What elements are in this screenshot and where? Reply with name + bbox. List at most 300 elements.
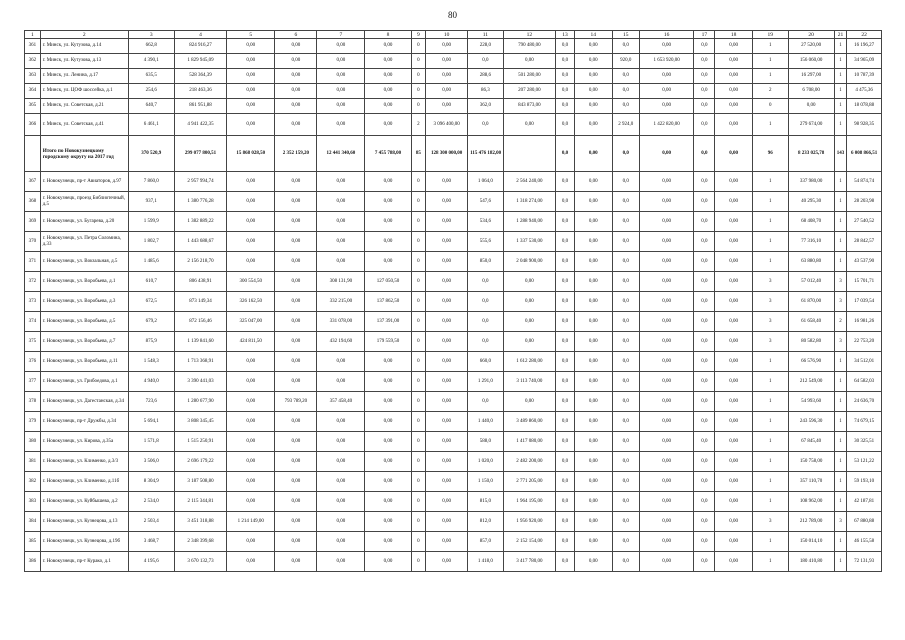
table-cell xyxy=(25,136,41,172)
table-cell: 212 789,00 xyxy=(788,512,834,532)
table-cell: 0,00 xyxy=(503,114,555,136)
page-number: 80 xyxy=(448,10,457,20)
table-cell: 0,00 xyxy=(639,136,693,172)
table-cell: 2 115 344,81 xyxy=(174,492,226,512)
table-cell: 2 xyxy=(834,312,847,332)
table-cell: 0,00 xyxy=(426,432,468,452)
table-cell: 0,00 xyxy=(715,136,753,172)
table-cell: 0,00 xyxy=(275,54,317,69)
table-cell: 1 xyxy=(753,432,789,452)
table-cell: 0,00 xyxy=(715,532,753,552)
table-cell: 0,00 xyxy=(574,532,612,552)
table-cell: 0 xyxy=(411,172,426,192)
column-header: 19 xyxy=(753,31,789,39)
table-cell: 384 xyxy=(25,512,41,532)
table-cell: 2 352 159,20 xyxy=(275,136,317,172)
table-cell: 0,00 xyxy=(639,432,693,452)
table-cell: 0,0 xyxy=(694,99,715,114)
table-cell: 22 753,20 xyxy=(847,332,882,352)
table-cell: 0,00 xyxy=(365,69,411,84)
table-cell: 1 xyxy=(834,212,847,232)
table-cell: 0,00 xyxy=(365,232,411,252)
table-cell: 0,00 xyxy=(317,472,365,492)
table-cell: 1 280 677,90 xyxy=(174,392,226,412)
table-cell: 0,00 xyxy=(574,332,612,352)
table-cell: 3 xyxy=(834,332,847,352)
table-cell: 4 390,1 xyxy=(128,54,174,69)
table-cell: г. Новокузнецк, ул. Куйбышева, д.2 xyxy=(40,492,128,512)
table-cell: 0,0 xyxy=(556,372,575,392)
table-cell: 0,00 xyxy=(426,212,468,232)
table-cell: 0,00 xyxy=(574,492,612,512)
table-cell: 0,0 xyxy=(556,212,575,232)
table-cell: 2 152 154,00 xyxy=(503,532,555,552)
table-cell: 824 916,27 xyxy=(174,39,226,54)
table-cell: 0,00 xyxy=(574,272,612,292)
table-cell: 0,00 xyxy=(426,272,468,292)
table-cell: 137 391,00 xyxy=(365,312,411,332)
table-cell: 0,0 xyxy=(694,54,715,69)
table-cell: г. Новокузнецк, ул. Клименко, д.3/3 xyxy=(40,452,128,472)
table-cell: 1 515 250,91 xyxy=(174,432,226,452)
table-cell: 0,00 xyxy=(227,172,275,192)
table-row xyxy=(25,192,882,212)
table-cell: 0,00 xyxy=(365,352,411,372)
table-cell: 0,00 xyxy=(317,432,365,452)
table-cell: 0,00 xyxy=(227,492,275,512)
table-cell: 370 520,9 xyxy=(128,136,174,172)
table-cell: 0,00 xyxy=(275,172,317,192)
table-cell: 24 636,70 xyxy=(847,392,882,412)
table-cell: 0,00 xyxy=(365,192,411,212)
table-cell: 1 337 530,00 xyxy=(503,232,555,252)
table-cell: 0,00 xyxy=(227,432,275,452)
table-cell: г. Новокузнецк, ул. Кузнецова, д.13 xyxy=(40,512,128,532)
table-cell: 0,00 xyxy=(639,69,693,84)
table-cell: 300 554,50 xyxy=(227,272,275,292)
table-cell: 0,00 xyxy=(275,432,317,452)
table-cell: 0,00 xyxy=(715,292,753,312)
column-header: 13 xyxy=(556,31,575,39)
table-cell: 0,0 xyxy=(468,114,504,136)
table-cell: 0,00 xyxy=(426,552,468,572)
table-cell: 6 461,1 xyxy=(128,114,174,136)
table-cell: 1 xyxy=(834,432,847,452)
table-cell: 1 xyxy=(834,412,847,432)
table-cell: 0 xyxy=(411,192,426,212)
table-cell: 0,0 xyxy=(556,192,575,212)
table-cell: 1 485,6 xyxy=(128,252,174,272)
table-cell: 0,00 xyxy=(574,452,612,472)
table-cell: 1 422 820,00 xyxy=(639,114,693,136)
table-row xyxy=(25,84,882,99)
table-row xyxy=(25,372,882,392)
table-cell: 873 149,34 xyxy=(174,292,226,312)
table-cell: 0,00 xyxy=(574,114,612,136)
table-cell: 0,0 xyxy=(468,332,504,352)
table-cell: 662,8 xyxy=(128,39,174,54)
table-cell: 367 xyxy=(25,172,41,192)
table-cell: 0 xyxy=(411,352,426,372)
table-cell: 0,00 xyxy=(317,412,365,432)
table-cell: г. Новокузнецк, проезд Библиотечный, д.5 xyxy=(40,192,128,212)
table-cell: 0,00 xyxy=(365,412,411,432)
header-row xyxy=(25,31,882,39)
table-cell: 937,1 xyxy=(128,192,174,212)
table-cell: 0,0 xyxy=(694,512,715,532)
column-header: 17 xyxy=(694,31,715,39)
table-cell: г. Новокузнецк, пр-т Авиаторов, д.97 xyxy=(40,172,128,192)
table-cell: 4 940,0 xyxy=(128,372,174,392)
table-cell: 0,0 xyxy=(612,232,639,252)
column-header: 7 xyxy=(317,31,365,39)
table-cell: 0,00 xyxy=(574,192,612,212)
table-cell: 0,0 xyxy=(612,39,639,54)
table-cell: 424 811,50 xyxy=(227,332,275,352)
table-cell: 0,0 xyxy=(556,332,575,352)
table-cell: 3 468,7 xyxy=(128,532,174,552)
table-cell: 0 xyxy=(411,252,426,272)
table-row xyxy=(25,332,882,352)
table-cell: 4 475,36 xyxy=(847,84,882,99)
table-cell: 1 418,0 xyxy=(468,552,504,572)
table-cell: 0,0 xyxy=(694,552,715,572)
table-cell: 8 233 025,78 xyxy=(788,136,834,172)
table-cell: 0,00 xyxy=(426,99,468,114)
table-cell: 872 156,46 xyxy=(174,312,226,332)
table-cell: 3 506,0 xyxy=(128,452,174,472)
table-cell: 0,00 xyxy=(317,532,365,552)
table-cell: г. Новокузнецк, ул. Воробьева, д.1 xyxy=(40,272,128,292)
table-cell: 0,00 xyxy=(227,552,275,572)
table-cell: 0,00 xyxy=(574,172,612,192)
table-cell: 0 xyxy=(411,39,426,54)
table-cell: 588,0 xyxy=(468,432,504,452)
table-cell: 16 297,00 xyxy=(788,69,834,84)
table-cell: 0,0 xyxy=(556,492,575,512)
table-row xyxy=(25,552,882,572)
table-cell: 68 408,70 xyxy=(788,212,834,232)
table-cell: 1 xyxy=(753,192,789,212)
table-cell: 0,0 xyxy=(556,512,575,532)
table-cell: 0,00 xyxy=(715,352,753,372)
table-cell: 326 162,50 xyxy=(227,292,275,312)
table-cell: 3 390 441,03 xyxy=(174,372,226,392)
table-cell: 1 653 920,00 xyxy=(639,54,693,69)
table-cell: 0,00 xyxy=(715,84,753,99)
table-cell: 1 713 368,91 xyxy=(174,352,226,372)
table-cell: 679,2 xyxy=(128,312,174,332)
table-row xyxy=(25,212,882,232)
table-cell: 1 214 149,00 xyxy=(227,512,275,532)
table-cell: 3 xyxy=(753,332,789,352)
table-row xyxy=(25,492,882,512)
table-cell: 0,00 xyxy=(639,292,693,312)
table-cell: 1 964 195,00 xyxy=(503,492,555,512)
table-cell: 362 xyxy=(25,54,41,69)
table-cell: 0,00 xyxy=(317,512,365,532)
table-cell: 0,00 xyxy=(275,312,317,332)
column-header: 21 xyxy=(834,31,847,39)
table-cell: 2 xyxy=(753,84,789,99)
table-cell: 15 701,71 xyxy=(847,272,882,292)
table-cell: 0,0 xyxy=(468,292,504,312)
table-cell: 1 xyxy=(834,114,847,136)
table-cell: 1 xyxy=(753,39,789,54)
table-cell: 0,00 xyxy=(574,432,612,452)
table-cell: 7 455 788,00 xyxy=(365,136,411,172)
table-cell: 0,0 xyxy=(612,99,639,114)
table-cell: 128 300 000,00 xyxy=(426,136,468,172)
table-cell: 0,00 xyxy=(227,54,275,69)
table-cell: 1 xyxy=(753,552,789,572)
table-cell: 1 xyxy=(834,69,847,84)
table-cell: 361 xyxy=(25,39,41,54)
table-cell: 0,00 xyxy=(426,292,468,312)
table-cell: 0,0 xyxy=(694,372,715,392)
table-cell: 3 113 740,00 xyxy=(503,372,555,392)
table-cell: 0,00 xyxy=(227,232,275,252)
table-cell: 1 064,0 xyxy=(468,172,504,192)
table-cell: 0,00 xyxy=(227,412,275,432)
column-header: 2 xyxy=(40,31,128,39)
table-cell: 1 xyxy=(753,69,789,84)
table-cell: 3 451 318,88 xyxy=(174,512,226,532)
table-cell: 0,00 xyxy=(426,372,468,392)
table-cell: 0,0 xyxy=(694,472,715,492)
table-cell: 1 380 776,28 xyxy=(174,192,226,212)
table-cell: 0,0 xyxy=(556,432,575,452)
table-cell: 0,0 xyxy=(612,552,639,572)
table-cell: 0,0 xyxy=(612,69,639,84)
table-cell: 0 xyxy=(411,492,426,512)
table-cell: 0,00 xyxy=(227,69,275,84)
table-cell: г. Минск, ул. Кутузова, д.14 xyxy=(40,39,128,54)
table-cell: 0 xyxy=(411,292,426,312)
table-cell: 0,00 xyxy=(227,352,275,372)
table-cell: 331 078,00 xyxy=(317,312,365,332)
table-cell: 0,0 xyxy=(694,412,715,432)
table-cell: 1 291,0 xyxy=(468,372,504,392)
table-cell: 0,00 xyxy=(639,84,693,99)
table-cell: 0,00 xyxy=(574,99,612,114)
table-cell: 218 463,36 xyxy=(174,84,226,99)
table-cell: 0,00 xyxy=(426,252,468,272)
table-cell: 0,00 xyxy=(365,512,411,532)
table-cell: 0,00 xyxy=(275,39,317,54)
table-cell: 1 288 940,00 xyxy=(503,212,555,232)
table-cell: 5 694,1 xyxy=(128,412,174,432)
table-cell: 0,0 xyxy=(612,172,639,192)
table-cell: 0,0 xyxy=(694,172,715,192)
table-cell: 4 941 422,35 xyxy=(174,114,226,136)
table-cell: 30 325,51 xyxy=(847,432,882,452)
table-cell: 0,00 xyxy=(715,332,753,352)
table-cell: 0,00 xyxy=(275,232,317,252)
table-cell: 0,0 xyxy=(468,54,504,69)
table-cell: 64 582,03 xyxy=(847,372,882,392)
table-cell: 0,00 xyxy=(317,492,365,512)
table-cell: Итого по Новокузнецкому городскому округу на 2017 год xyxy=(40,136,128,172)
column-header: 22 xyxy=(847,31,882,39)
table-cell: 0,0 xyxy=(556,392,575,412)
table-cell: 0,0 xyxy=(694,532,715,552)
table-cell: 0,00 xyxy=(715,192,753,212)
table-cell: 1 xyxy=(834,192,847,212)
table-cell: 1 612 280,00 xyxy=(503,352,555,372)
table-cell: 0,00 xyxy=(639,452,693,472)
table-cell: 534,6 xyxy=(468,212,504,232)
table-cell: 0,00 xyxy=(227,84,275,99)
table-cell: 0,00 xyxy=(574,292,612,312)
table-cell: 0,00 xyxy=(574,136,612,172)
table-cell: г. Новокузнецк, пр-т Дружбы, д.34 xyxy=(40,412,128,432)
table-cell: 0,00 xyxy=(317,372,365,392)
table-cell: 375 xyxy=(25,332,41,352)
table-cell: 42 187,81 xyxy=(847,492,882,512)
table-row xyxy=(25,172,882,192)
table-cell: 0 xyxy=(411,552,426,572)
table-cell: 15 868 028,50 xyxy=(227,136,275,172)
table-cell: 0,00 xyxy=(365,212,411,232)
table-cell: 0,00 xyxy=(275,352,317,372)
table-cell: 0,00 xyxy=(426,232,468,252)
table-cell: 3 xyxy=(834,292,847,312)
table-cell: 0,00 xyxy=(275,212,317,232)
table-cell: 0,00 xyxy=(275,99,317,114)
table-cell: 150 758,00 xyxy=(788,452,834,472)
table-cell: 0,00 xyxy=(639,332,693,352)
table-cell: 2 771 205,00 xyxy=(503,472,555,492)
table-cell: 1 599,9 xyxy=(128,212,174,232)
table-cell: 0,0 xyxy=(556,54,575,69)
table-cell: 0,00 xyxy=(715,452,753,472)
table-cell: 3 808 345,45 xyxy=(174,412,226,432)
table-cell: 1 xyxy=(834,492,847,512)
table-cell: 0 xyxy=(411,232,426,252)
table-cell: г. Новокузнецк, ул. Дагестанская, д.34 xyxy=(40,392,128,412)
table-row xyxy=(25,532,882,552)
table-cell: 0 xyxy=(411,432,426,452)
table-cell: 0,0 xyxy=(468,272,504,292)
table-cell: 1 xyxy=(834,352,847,372)
table-cell: 1 xyxy=(753,472,789,492)
table-cell: 0,00 xyxy=(574,372,612,392)
column-header: 18 xyxy=(715,31,753,39)
table-cell: 1 xyxy=(753,492,789,512)
table-cell: 0 xyxy=(753,99,789,114)
table-cell: 0,00 xyxy=(574,54,612,69)
table-cell: 0,00 xyxy=(426,54,468,69)
column-header: 12 xyxy=(503,31,555,39)
table-cell: 0,00 xyxy=(275,372,317,392)
table-cell: 0,00 xyxy=(227,114,275,136)
table-cell: 0 xyxy=(411,54,426,69)
table-cell: 243 596,30 xyxy=(788,412,834,432)
table-cell: 0,00 xyxy=(574,39,612,54)
table-cell: 0,0 xyxy=(612,332,639,352)
table-row xyxy=(25,99,882,114)
table-cell: 0,00 xyxy=(365,172,411,192)
table-cell: 0,00 xyxy=(715,39,753,54)
table-cell: 28 203,98 xyxy=(847,192,882,212)
table-cell: 0,00 xyxy=(275,69,317,84)
table-cell: 17 039,54 xyxy=(847,292,882,312)
table-cell: 1 xyxy=(834,392,847,412)
table-cell: 61 658,40 xyxy=(788,312,834,332)
table-cell: 0,0 xyxy=(694,452,715,472)
table-cell: 1 382 889,22 xyxy=(174,212,226,232)
table-cell: 0,00 xyxy=(317,232,365,252)
table-cell: 0,00 xyxy=(317,54,365,69)
table-cell: 0,00 xyxy=(317,212,365,232)
table-cell: 0,00 xyxy=(426,84,468,99)
table-cell: 1 020,0 xyxy=(468,452,504,472)
table-cell: 0,00 xyxy=(275,512,317,532)
table-cell: 0,0 xyxy=(694,272,715,292)
table-cell: 0,00 xyxy=(275,412,317,432)
table-cell: 18 078,88 xyxy=(847,99,882,114)
table-cell: 27 540,52 xyxy=(847,212,882,232)
table-cell: 0,00 xyxy=(426,352,468,372)
table-cell: 0 xyxy=(411,472,426,492)
table-cell: 0,00 xyxy=(365,492,411,512)
table-cell: 0,00 xyxy=(639,412,693,432)
table-cell: 1 xyxy=(753,352,789,372)
table-cell: 1 xyxy=(753,412,789,432)
table-cell: 332 215,00 xyxy=(317,292,365,312)
table-cell: 371 xyxy=(25,252,41,272)
table-cell: 0,0 xyxy=(694,212,715,232)
column-header: 11 xyxy=(468,31,504,39)
table-cell: 3 xyxy=(753,512,789,532)
table-cell: 1 548,3 xyxy=(128,352,174,372)
table-cell: 0,00 xyxy=(503,292,555,312)
table-cell: 207 280,00 xyxy=(503,84,555,99)
table-cell: 8 304,9 xyxy=(128,472,174,492)
table-cell: 0,00 xyxy=(574,232,612,252)
table-cell: 1 xyxy=(834,39,847,54)
table-cell: 1 417 080,00 xyxy=(503,432,555,452)
table-cell: 0,00 xyxy=(715,312,753,332)
table-row xyxy=(25,292,882,312)
table-cell: 3 489 860,00 xyxy=(503,412,555,432)
table-cell: 0,00 xyxy=(275,114,317,136)
table-cell: 0,00 xyxy=(317,84,365,99)
table-cell: 0,00 xyxy=(574,472,612,492)
table-cell: 0,00 xyxy=(715,512,753,532)
table-cell: 288,6 xyxy=(468,69,504,84)
table-cell: 0,0 xyxy=(694,392,715,412)
table-cell: 0,00 xyxy=(639,372,693,392)
table-cell: 378 xyxy=(25,392,41,412)
table-cell: 0 xyxy=(411,372,426,392)
table-cell: г. Минск, ул. Ленина, д.17 xyxy=(40,69,128,84)
column-header: 14 xyxy=(574,31,612,39)
table-cell: 1 xyxy=(753,392,789,412)
table-cell: 0,00 xyxy=(639,512,693,532)
table-cell: 0,0 xyxy=(694,136,715,172)
table-cell: 3 xyxy=(753,292,789,312)
table-cell: 0,0 xyxy=(694,84,715,99)
table-cell: 0,00 xyxy=(317,452,365,472)
table-cell: 0,0 xyxy=(556,552,575,572)
table-cell: 4 195,6 xyxy=(128,552,174,572)
table-cell: 672,5 xyxy=(128,292,174,312)
table-cell: 2 xyxy=(411,114,426,136)
table-cell: 0,00 xyxy=(715,272,753,292)
table-cell: 1 xyxy=(834,99,847,114)
